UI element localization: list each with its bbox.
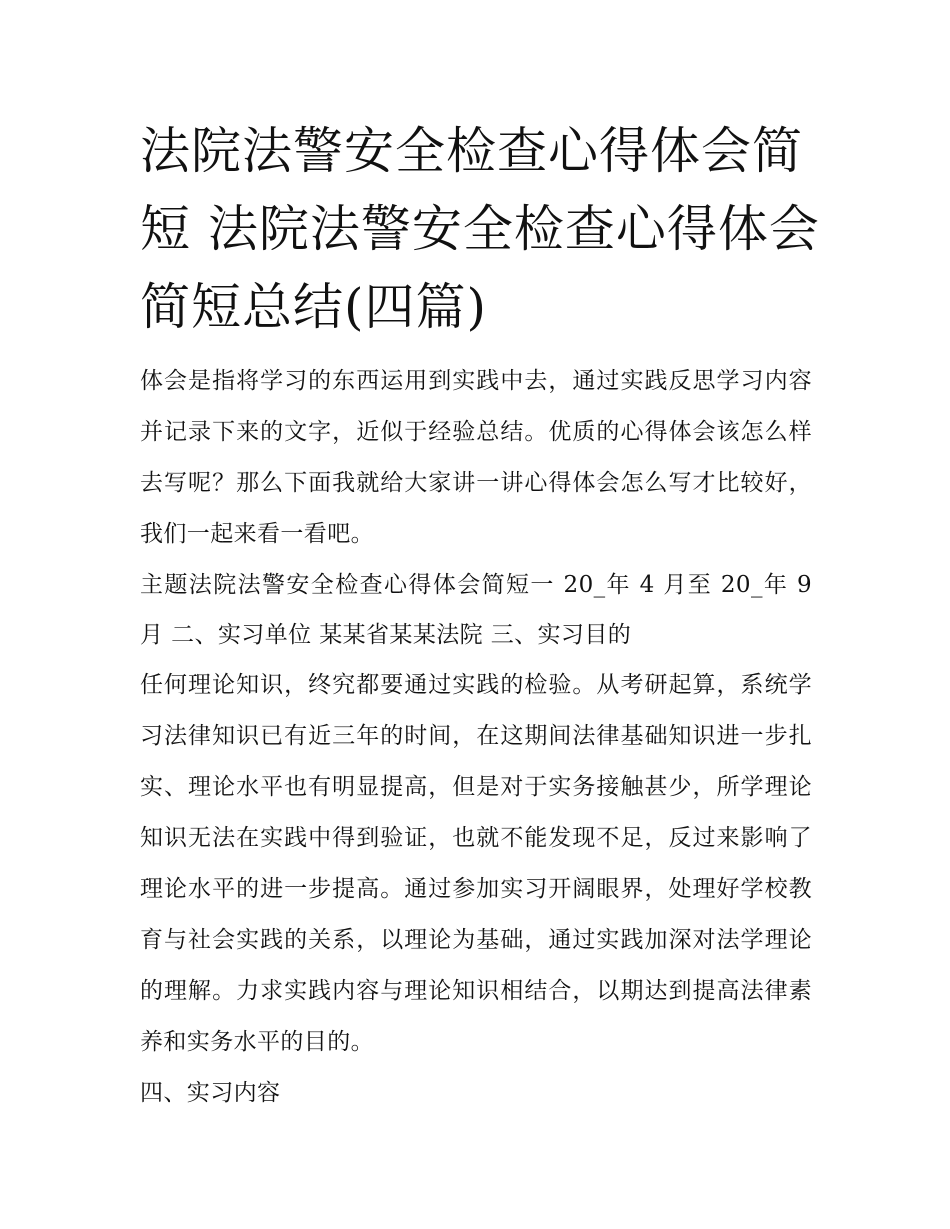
paragraph-intro: 体会是指将学习的东西运用到实践中去，通过实践反思学习内容并记录下来的文字，近似于经验总结。优质的心得体会该怎么样去写呢？那么下面我就给大家讲一讲心得体会怎么写才比较好，我们一起来看一看吧。 <box>140 368 812 547</box>
paragraph-section-four: 四、实习内容 <box>140 1080 281 1106</box>
document-title: 法院法警安全检查心得体会简短 法院法警安全检查心得体会简短总结(四篇) <box>140 122 820 336</box>
paragraph-section-heading: 主题法院法警安全检查心得体会简短一 20_年 4 月至 20_年 9 月 二、实习单位 某某省某某法院 三、实习目的 <box>140 572 812 648</box>
paragraph-practice-purpose: 任何理论知识，终究都要通过实践的检验。从考研起算，系统学习法律知识已有近三年的时间，在这期间法律基础知识进一步扎实、理论水平也有明显提高，但是对于实务接触甚少，所学理论知识无法在实践中得到验证，也就不能发现不足，反过来影响了理论水平的进一步提高。通过参加实习开阔眼界，处理好学校教育与社会实践的关系，以理论为基础，通过实践加深对法学理论的理解。力求实践内容与理论知识相结合，以期达到提高法律素养和实务水平的目的。 <box>140 672 812 1055</box>
document-body <box>140 356 812 1119</box>
